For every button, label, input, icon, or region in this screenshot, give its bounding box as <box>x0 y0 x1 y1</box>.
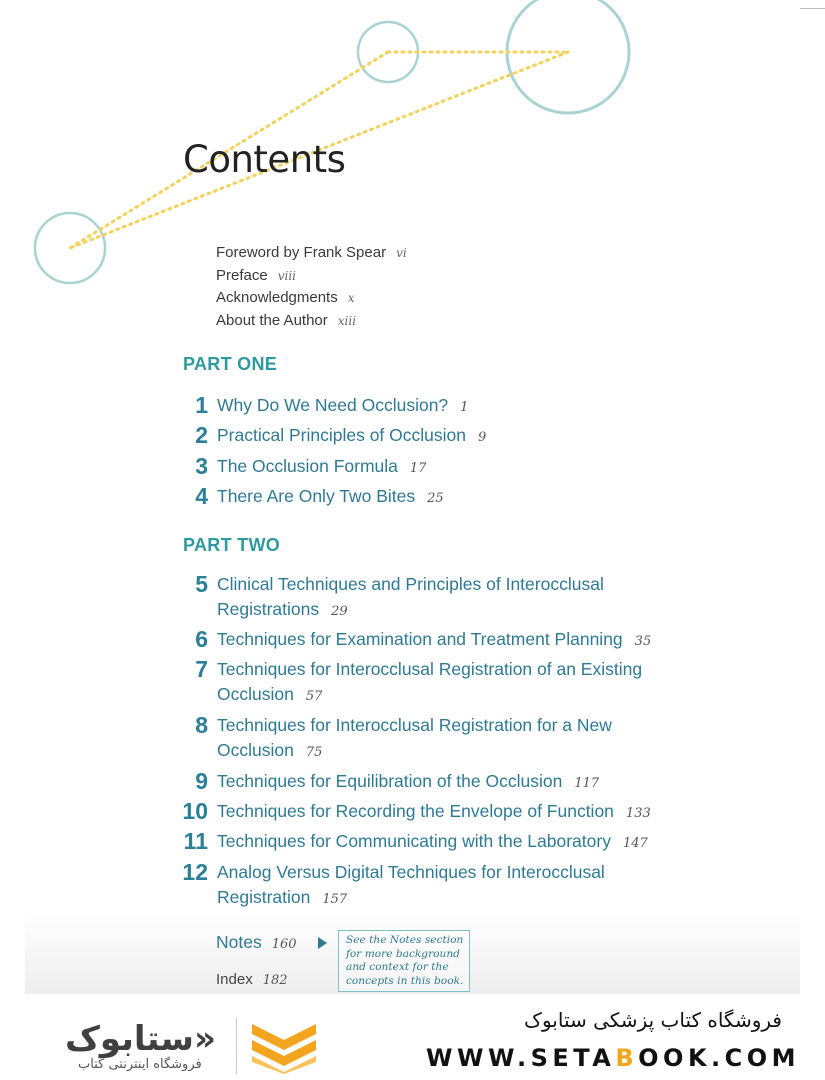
chapter-page: 57 <box>305 689 323 704</box>
chapter-title: There Are Only Two Bites <box>217 486 416 506</box>
notes-entry[interactable] <box>216 932 297 953</box>
chapter-page: 157 <box>322 892 348 907</box>
front-matter-item[interactable] <box>216 312 407 335</box>
chapter-number: 7 <box>195 656 208 682</box>
url-suffix: OOK.COM <box>638 1044 801 1072</box>
shop-url[interactable] <box>426 1044 800 1072</box>
chapter-page: 17 <box>409 461 427 476</box>
front-matter-list <box>216 244 407 334</box>
chapter-page: 29 <box>331 604 348 619</box>
chapter-title: The Occlusion Formula <box>217 456 398 476</box>
chapter-number: 12 <box>182 859 208 885</box>
chapter-number: 11 <box>183 828 208 854</box>
decorative-circles-graphic <box>0 0 825 300</box>
part-two-heading: PART TWO <box>183 535 281 555</box>
url-highlight: B <box>615 1044 639 1072</box>
chapter-page: 133 <box>625 806 651 821</box>
front-matter-label: Acknowledgments <box>216 289 338 306</box>
notes-label: Notes <box>216 932 262 952</box>
chapter-number: 1 <box>195 392 208 418</box>
chapter-title: Techniques for Interocclusal Registration of an Existing Occlusion <box>217 659 643 704</box>
chapter-number: 4 <box>195 483 208 509</box>
chapter-number: 6 <box>195 626 208 652</box>
page-title: Contents <box>183 138 346 181</box>
index-label: Index <box>216 971 253 988</box>
shop-name: فروشگاه کتاب پزشکی ستابوک <box>524 1008 782 1032</box>
setabook-logo-icon <box>248 1016 320 1074</box>
url-seta: SETA <box>530 1044 616 1072</box>
chapter-page: 147 <box>622 836 648 851</box>
chapter-title: Techniques for Communicating with the Laboratory <box>217 831 611 851</box>
notes-arrow-icon <box>318 937 327 949</box>
footer-divider <box>236 1018 237 1074</box>
brand-logo-text: ستابوک» <box>65 1019 216 1059</box>
front-matter-item[interactable] <box>216 244 407 267</box>
front-matter-page: xiii <box>337 313 357 328</box>
chapter-number: 3 <box>195 453 208 479</box>
chapter-page: 25 <box>427 491 444 506</box>
chapter-number: 9 <box>195 768 208 794</box>
chapter-title: Practical Principles of Occlusion <box>217 425 466 445</box>
chapter-number: 5 <box>195 571 208 597</box>
front-matter-page: viii <box>277 268 296 283</box>
index-page: 182 <box>262 973 288 988</box>
chapter-page: 75 <box>305 745 323 760</box>
notes-callout: See the Notes section for more background and context for the concepts in this book. <box>338 930 470 992</box>
chapter-title: Analog Versus Digital Techniques for Interocclusal Registration <box>217 862 605 907</box>
chapter-title: Techniques for Equilibration of the Occlusion <box>217 771 563 791</box>
chapter-title: Techniques for Recording the Envelope of Function <box>217 801 614 821</box>
chapter-page: 117 <box>574 776 600 791</box>
chapter-number: 2 <box>195 422 208 448</box>
url-prefix: WWW. <box>426 1044 531 1072</box>
corner-rule <box>800 8 825 9</box>
notes-page: 160 <box>271 937 297 952</box>
front-matter-label: About the Author <box>216 311 328 329</box>
front-matter-label: Foreword by Frank Spear <box>216 244 387 261</box>
front-matter-label: Preface <box>216 266 268 284</box>
large-circle <box>507 0 629 113</box>
front-matter-page: x <box>347 291 355 305</box>
front-matter-item[interactable] <box>216 267 407 290</box>
chapter-title: Techniques for Interocclusal Registration for a New Occlusion <box>217 715 612 760</box>
chapter-number: 8 <box>195 712 208 738</box>
chapter-title: Why Do We Need Occlusion? <box>217 395 449 415</box>
chapter-number: 10 <box>182 798 208 824</box>
index-entry[interactable] <box>216 971 288 988</box>
chapter-page: 9 <box>477 430 487 445</box>
chapter-page: 35 <box>634 634 652 649</box>
chapter-page: 1 <box>460 400 469 415</box>
part-one-heading: PART ONE <box>183 354 278 374</box>
brand-tagline: فروشگاه اینترنتی کتاب <box>78 1057 202 1072</box>
front-matter-page: vi <box>396 246 407 260</box>
chapter-title: Clinical Techniques and Principles of Interocclusal Registrations <box>217 574 604 619</box>
front-matter-item[interactable] <box>216 289 407 312</box>
chapter-title: Techniques for Examination and Treatment Planning <box>217 629 623 649</box>
